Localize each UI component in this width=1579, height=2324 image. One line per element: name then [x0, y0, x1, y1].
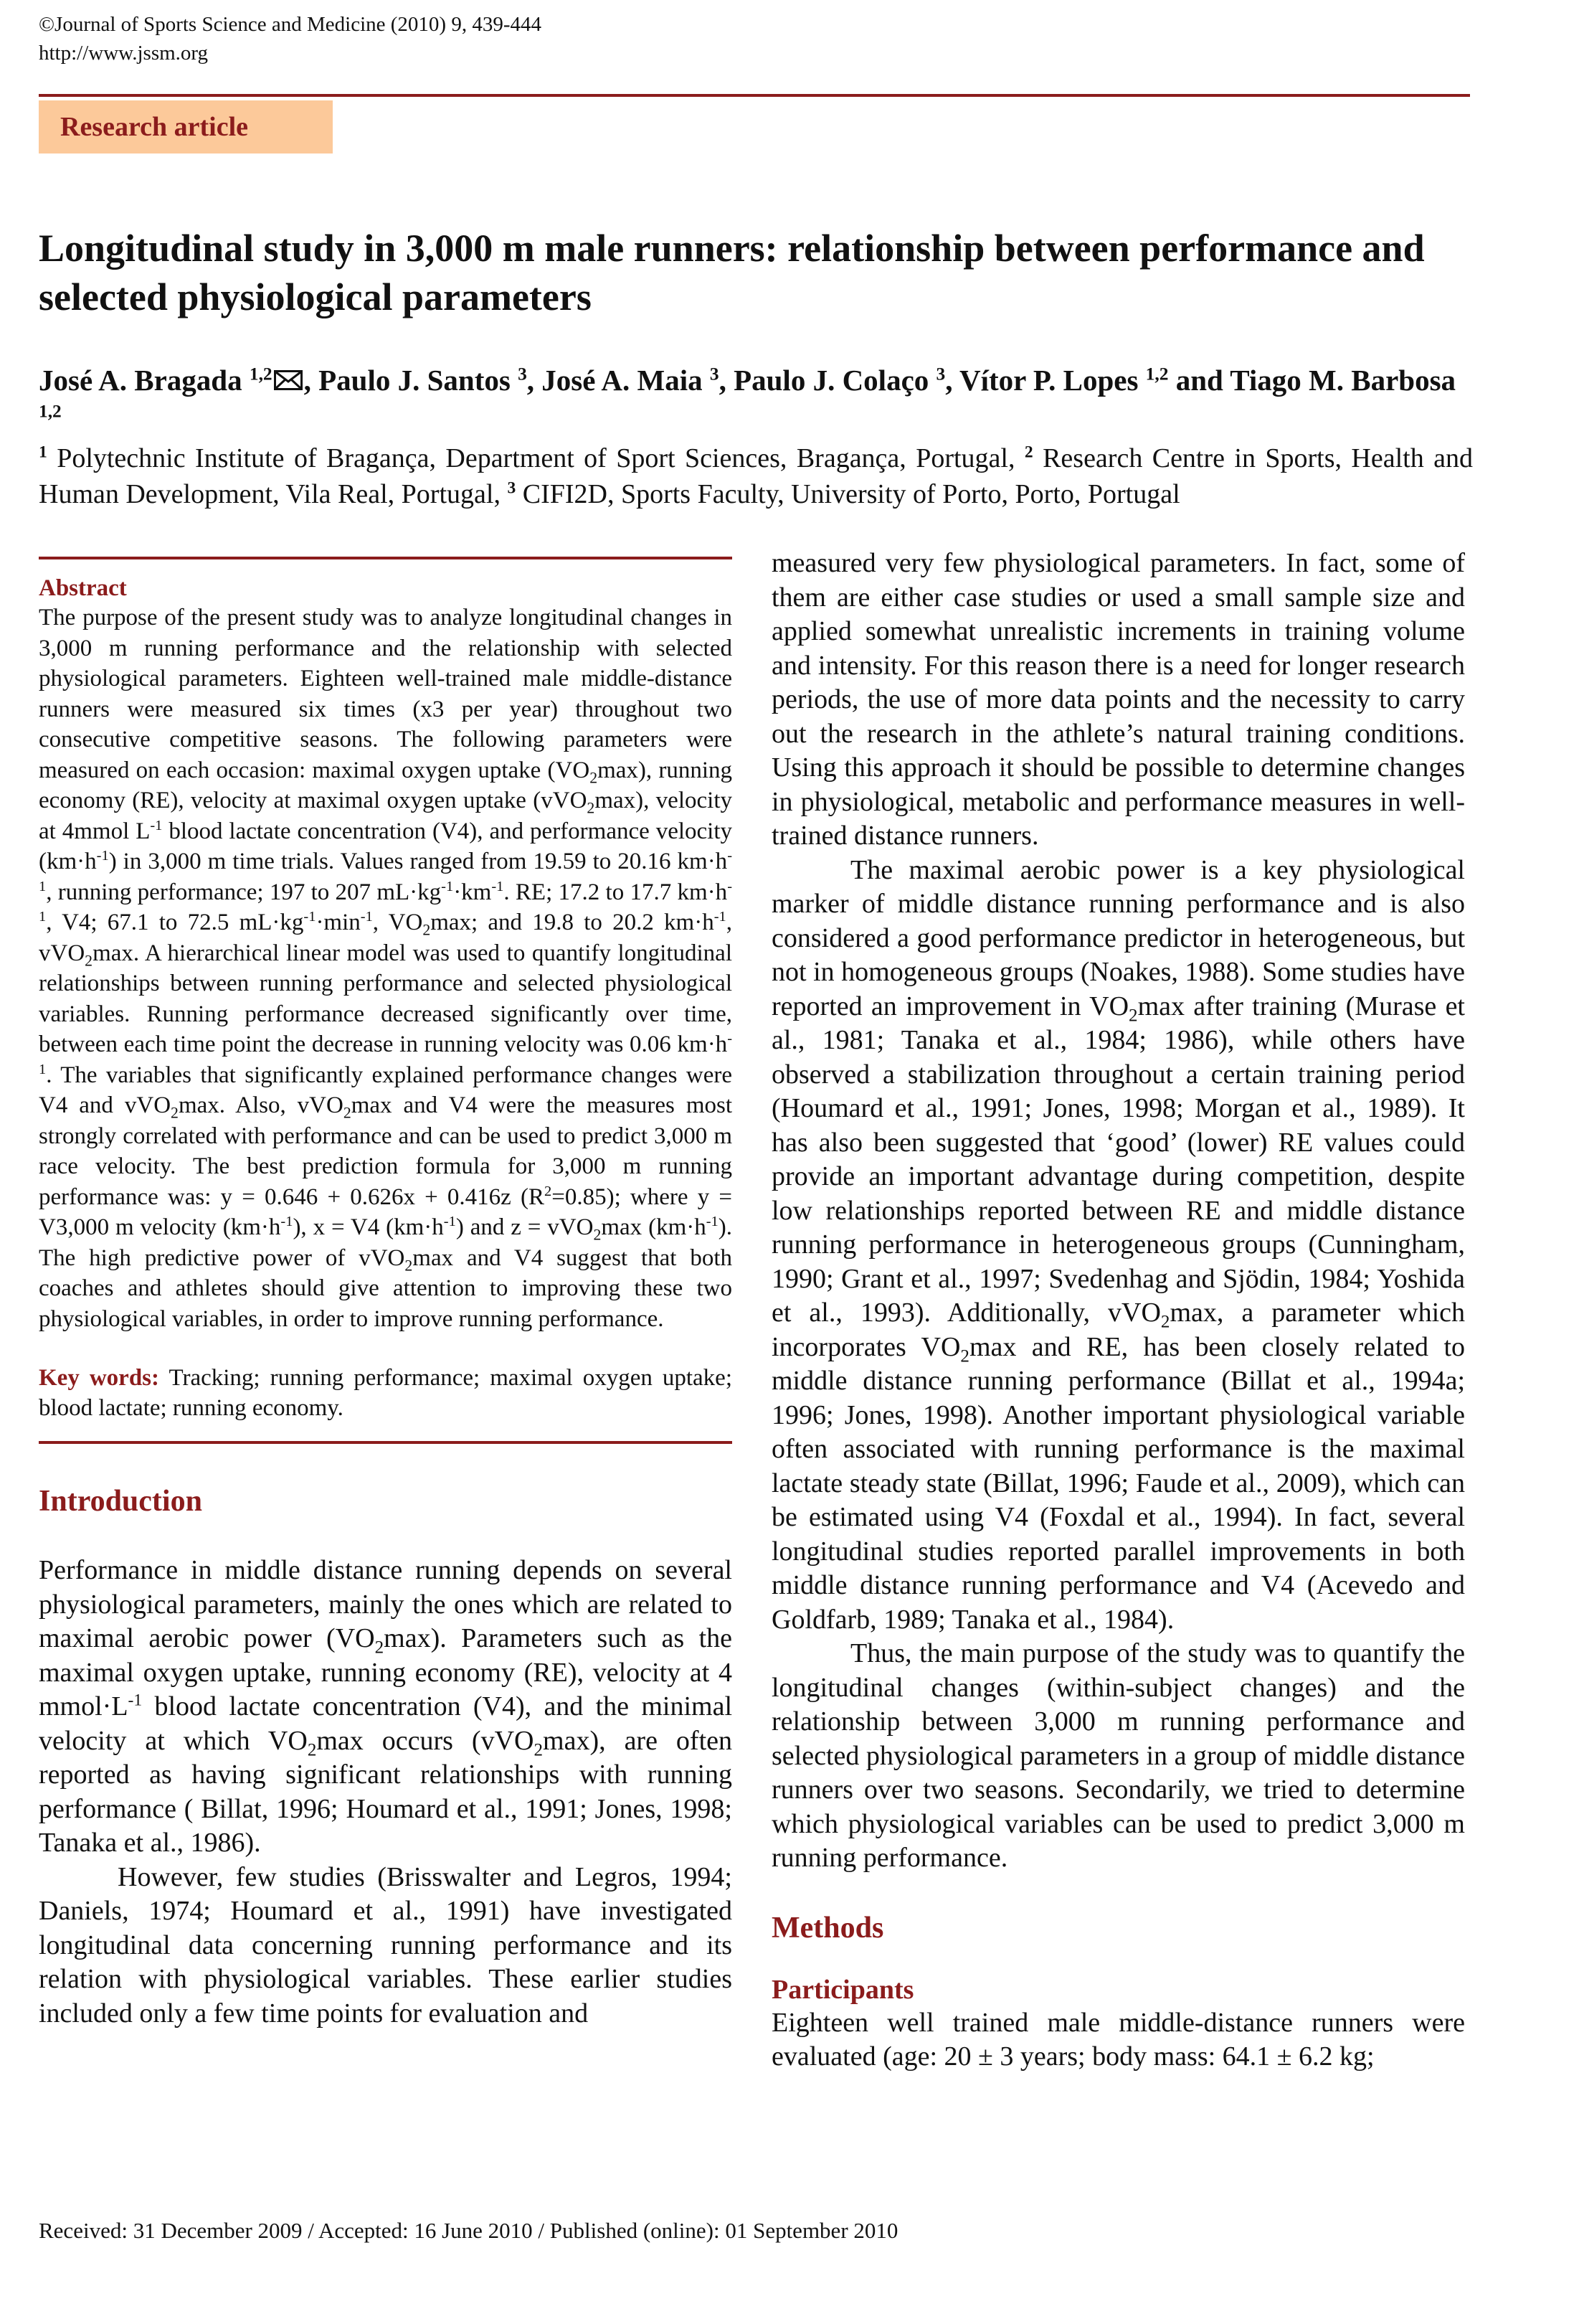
article-type-label: Research article: [39, 100, 333, 153]
publication-dates: Received: 31 December 2009 / Accepted: 16 June 2010 / Published (online): 01 September 2010: [39, 2218, 898, 2243]
affiliations: $^1$ Polytechnic Institute of Bragança, Department of Sport Sciences, Bragança, Portugal, $^2$ Research Centre in Sports, Health and Human Development, Vila Real, Portugal, $^3$ CIFI2D, Sports Faculty, University of Porto, Porto, Portugal: [39, 443, 1473, 509]
keywords-label: Key words:: [39, 1365, 160, 1391]
abstract-bottom-rule: [39, 1441, 732, 1444]
intro-paragraph-4: Thus, the main purpose of the study was to quantify the longitudinal changes (within-subject changes) and the relationship between 3,000 m running performance and selected physiological parameters in a group of middle distance runners over two seasons. Secondarily, we tried to determine which physiological variables can be used to predict 3,000 m running performance.: [772, 1638, 1465, 1873]
left-column: [39, 557, 732, 2031]
methods-heading: Methods: [772, 1911, 884, 1945]
header-rule: [39, 94, 1470, 97]
participants-heading: Participants: [772, 1974, 914, 2005]
intro-paragraph-1: Performance in middle distance running depends on several physiological parameters, mainly the ones which are related to maximal aerobic power $(VO_2\max)$. Parameters such as the maximal oxygen uptake, running economy (RE), velocity at 4 $mmol\cdot L^{-1}$ blood lactate concentration (V4), and the minimal velocity at which $VO_2\max$ occurs (vVO$_2$max), are often reported as having significant relationships with running performance ( Billat, 1996; Houmard et al., 1991; Jones, 1998; Tanaka et al., 1986).: [39, 1555, 733, 1858]
author-list: José A. Bragada $^{1,2}$ , Paulo J. Santos $^3$, José A. Maia $^3$, Paulo J. Colaço $^3$, Vítor P. Lopes $^{1,2}$ and Tiago M. Barbosa $^{1,2}$: [39, 364, 1456, 422]
abstract-heading: Abstract: [39, 575, 127, 601]
participants-text: Eighteen well trained male middle-distance runners were evaluated (age: 20 ± 3 years; body mass: 64.1 ± 6.2 kg;: [772, 2007, 1465, 2072]
abstract-top-rule: [39, 557, 732, 559]
abstract-text: The purpose of the present study was to analyze longitudinal changes in 3,000 m running performance and the relationship with selected physiological parameters. Eighteen well-trained male middle-distance runners were measured six times (x3 per year) throughout two consecutive competitive seasons. The following parameters were measured on each occasion: maximal oxygen uptake $(VO_2\max)$, running economy (RE), velocity at maximal oxygen uptake (vVO$_2$max), velocity at 4mmol $L^{-1}$ blood lactate concentration (V4), and performance velocity $(km\cdot h^{-1})$ in 3,000 m time trials. Values ranged from 19.59 to 20.16 $km\cdot h^{-1}$, running performance; 197 to 207 $mL\cdot kg^{-1}\cdot km^{-1}$. RE; 17.2 to 17.7 $km\cdot h^{-1}$, V4; 67.1 to 72.5 $mL\cdot kg^{-1}\cdot\min^{-1}$, $VO_2\max$; and 19.8 to 20.2 $km\cdot h^{-1}$, vVO$_2$max. A hierarchical linear model was used to quantify longitudinal relationships between running performance and selected physiological variables. Running performance decreased significantly over time, between each time point the decrease in running velocity was 0.06 $km\cdot h^{-1}$. The variables that significantly explained performance changes were V4 and vVO$_2$max. Also, vVO$_2$max and V4 were the measures most strongly correlated with performance and can be used to predict 3,000 m race velocity. The best prediction formula for 3,000 m running performance was: y = 0.646 + 0.626x + 0.416z $(R^2=0.85)$; where y = V3,000 m velocity $(km\cdot h^{-1})$, x = V4 $(km\cdot h^{-1})$ and z = vVO$_2$max $(km\cdot h^{-1})$. The high predictive power of vVO$_2$max and V4 suggest that both coaches and athletes should give attention to improving these two physiological variables, in order to improve running performance.: [39, 605, 733, 1332]
journal-header: [39, 10, 541, 67]
journal-url[interactable]: http://www.jssm.org: [39, 42, 209, 65]
keywords-text: Tracking; running performance; maximal oxygen uptake; blood lactate; running economy.: [39, 1365, 733, 1421]
right-column: [772, 547, 1465, 2074]
keywords: [39, 1363, 732, 1423]
journal-citation: ©Journal of Sports Science and Medicine (2010) 9, 439-444: [39, 13, 541, 36]
introduction-heading: Introduction: [39, 1485, 202, 1518]
article-title: Longitudinal study in 3,000 m male runners: relationship between performance and selected physiological parameters: [39, 227, 1425, 318]
envelope-icon[interactable]: [274, 370, 303, 390]
intro-paragraph-2-start: However, few studies (Brisswalter and Legros, 1994; Daniels, 1974; Houmard et al., 1991) have investigated longitudinal data concerning running performance and its relation with physiological variables. These earlier studies included only a few time points for evaluation and: [39, 1861, 732, 2028]
intro-paragraph-3: The maximal aerobic power is a key physiological marker of middle distance running performance and is also considered a good performance predictor in heterogeneous, but not in homogeneous groups (Noakes, 1988). Some studies have reported an improvement in $VO_2\max$ after training (Murase et al., 1981; Tanaka et al., 1984; 1986), while others have observed a stabilization throughout a certain training period (Houmard et al., 1991; Jones, 1998; Morgan et al., 1989). It has also been suggested that ‘good’ (lower) RE values could provide an important advantage during competition, despite low relationships reported between RE and middle distance running performance in heterogeneous groups (Cunningham, 1990; Grant et al., 1997; Svedenhag and Sjödin, 1984; Yoshida et al., 1993). Additionally, vVO$_2$max, a parameter which incorporates $VO_2\max$ and RE, has been closely related to middle distance running performance (Billat et al., 1994a; 1996; Jones, 1998). Another important physiological variable often associated with running performance is the maximal lactate steady state (Billat, 1996; Faude et al., 2009), which can be estimated using V4 (Foxdal et al., 1994). In fact, several longitudinal studies reported parallel improvements in both middle distance running performance and V4 (Acevedo and Goldfarb, 1989; Tanaka et al., 1984).: [772, 854, 1466, 1635]
intro-paragraph-2-cont: measured very few physiological parameters. In fact, some of them are either case studies or used a small sample size and applied somewhat unrealistic increments in training volume and intensity. For this reason there is a need for longer research periods, the use of more data points and the necessity to carry out the research in the athlete’s natural training conditions. Using this approach it should be possible to determine changes in physiological, metabolic and performance measures in well-trained distance runners.: [772, 548, 1465, 851]
